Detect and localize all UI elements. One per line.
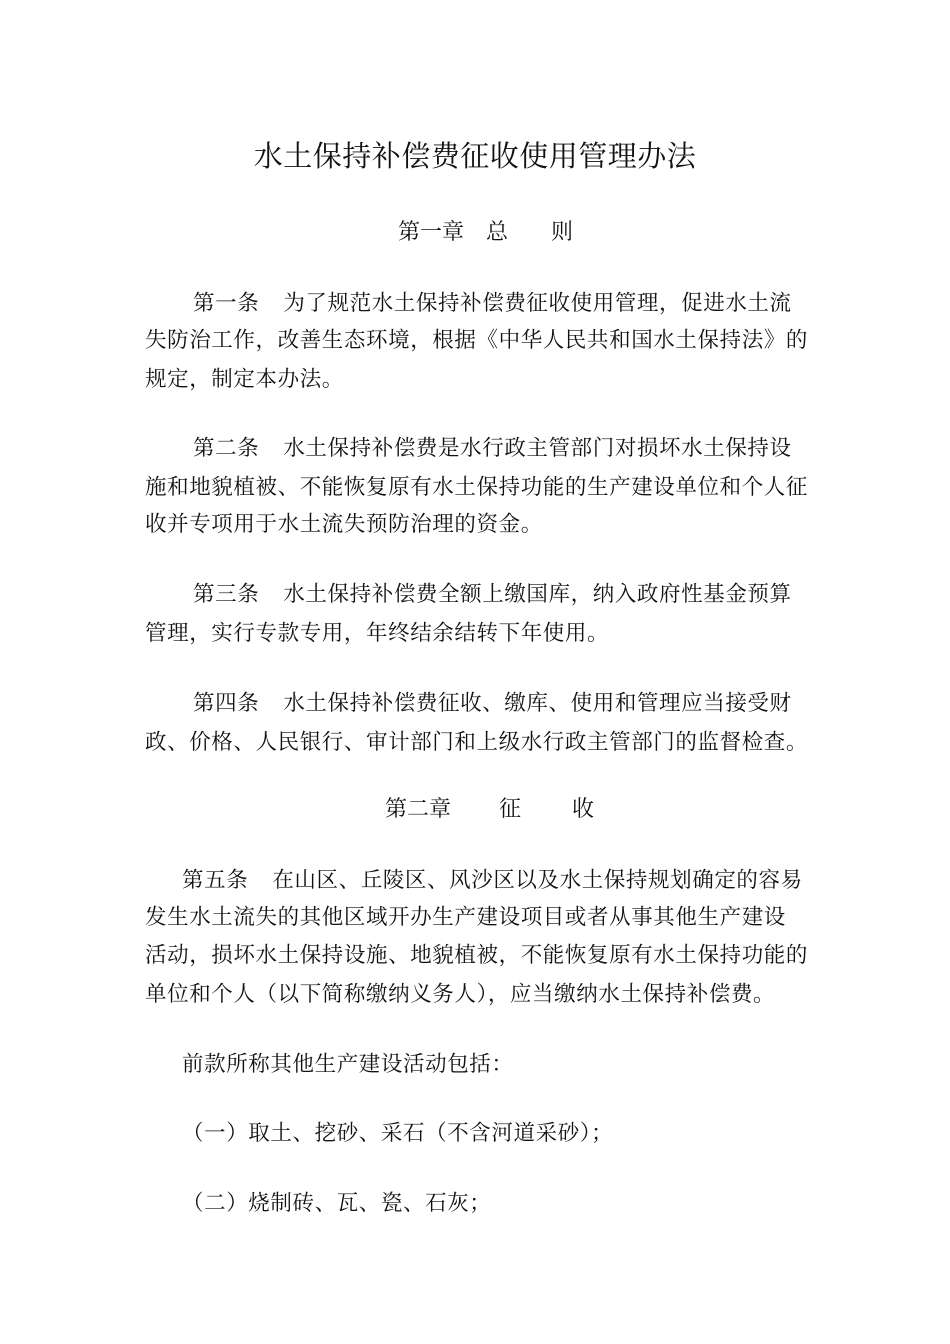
article-4-line-1: [193, 689, 792, 719]
paragraph-other-activities: 前款所称其他生产建设活动包括：: [182, 1052, 514, 1077]
article-2-line-2: 施和地貌植被、不能恢复原有水土保持功能的生产建设单位和个人征: [145, 475, 809, 500]
article-5-line-1: [182, 866, 803, 896]
article-4-label: 第四条: [193, 691, 260, 716]
article-5-label: 第五条: [182, 868, 249, 893]
article-5-line-3: 活动，损坏水土保持设施、地貌植被，不能恢复原有水土保持功能的: [145, 943, 809, 968]
article-1-text-1: 为了规范水土保持补偿费征收使用管理，促进水土流: [283, 291, 792, 316]
article-2-line-3: 收并专项用于水土流失预防治理的资金。: [145, 512, 543, 537]
article-3-label: 第三条: [193, 582, 260, 607]
article-1-label: 第一条: [193, 291, 260, 316]
article-5-text-1: 在山区、丘陵区、风沙区以及水土保持规划确定的容易: [272, 868, 803, 893]
document-title: 水土保持补偿费征收使用管理办法: [253, 139, 697, 173]
article-2-label: 第二条: [193, 436, 260, 461]
article-3-line-1: [193, 580, 792, 610]
chapter-2-number: 第二章: [385, 797, 452, 822]
article-5-line-4: 单位和个人（以下简称缴纳义务人），应当缴纳水土保持补偿费。: [145, 982, 776, 1007]
article-5-line-2: 发生水土流失的其他区域开办生产建设项目或者从事其他生产建设: [145, 905, 786, 930]
list-item-1: （一）取土、挖砂、采石（不含河道采砂）；: [182, 1121, 614, 1146]
list-item-2: （二）烧制砖、瓦、瓷、石灰；: [182, 1191, 492, 1216]
article-2-line-1: [193, 434, 792, 464]
article-1-line-2: 失防治工作，改善生态环境，根据《中华人民共和国水土保持法》的: [145, 328, 809, 353]
article-3-line-2: 管理，实行专款专用，年终结余结转下年使用。: [145, 621, 610, 646]
article-4-text-1: 水土保持补偿费征收、缴库、使用和管理应当接受财: [283, 691, 792, 716]
chapter-1-name: 总 则: [486, 220, 591, 245]
article-3-text-1: 水土保持补偿费全额上缴国库，纳入政府性基金预算: [283, 582, 792, 607]
article-2-text-1: 水土保持补偿费是水行政主管部门对损坏水土保持设: [283, 436, 792, 461]
chapter-2-name: 征 收: [499, 797, 616, 822]
article-4-line-2: 政、价格、人民银行、审计部门和上级水行政主管部门的监督检查。: [145, 730, 809, 755]
article-1-line-1: [193, 289, 792, 319]
article-1-line-3: 规定，制定本办法。: [145, 367, 344, 392]
chapter-1-number: 第一章: [398, 220, 465, 245]
